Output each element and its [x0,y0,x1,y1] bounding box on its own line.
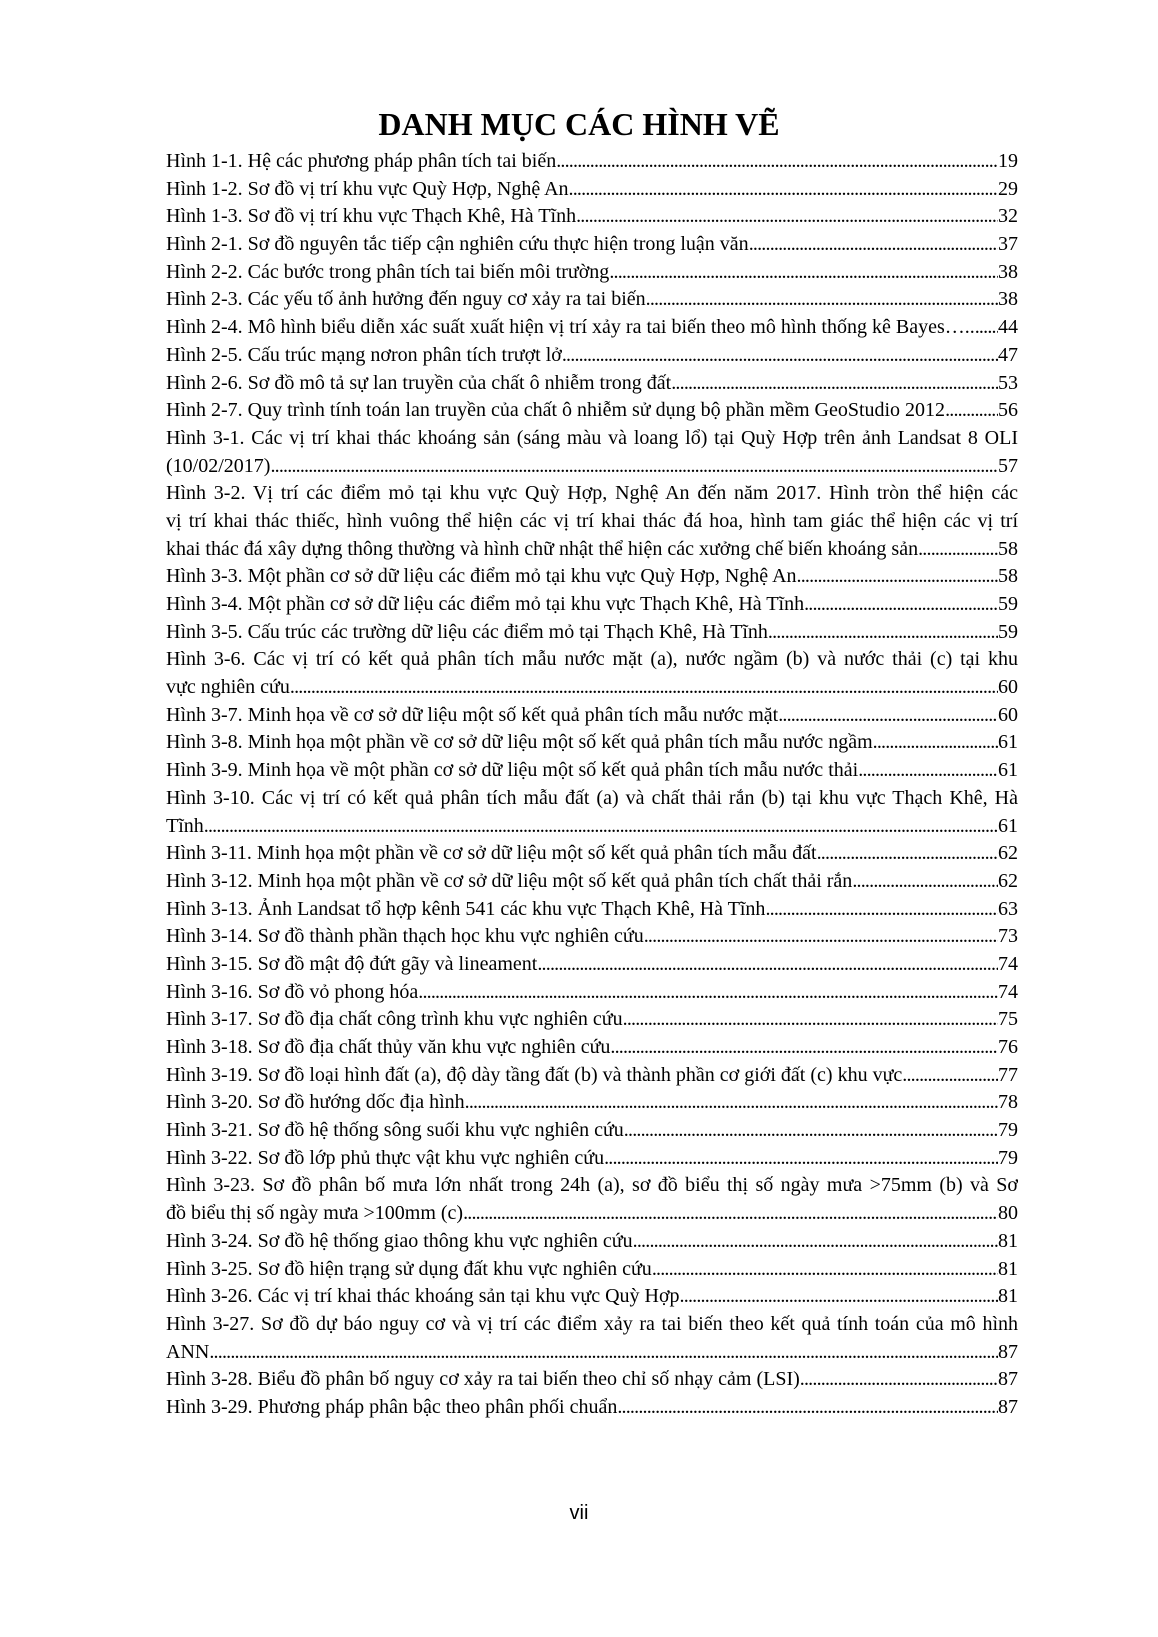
toc-page-number: 87 [998,1395,1018,1418]
dot-leader [418,979,998,1007]
dot-leader [797,563,998,591]
toc-page-number: 47 [998,343,1018,366]
dot-leader [804,591,998,619]
dot-leader [858,757,998,785]
toc-entry-text: Hình 1-1. Hệ các phương pháp phân tích tai biến [166,150,557,172]
toc-page-number: 38 [998,288,1018,311]
toc-entry-text: Hình 3-12. Minh họa một phần về cơ sở dữ liệu một số kết quả phân tích chất thải rắn [166,869,853,892]
toc-entry[interactable] [166,314,1018,342]
toc-entry[interactable] [166,1228,1018,1256]
toc-entry[interactable] [166,979,1018,1007]
toc-entry[interactable] [166,951,1018,979]
toc-page-number: 61 [998,731,1018,754]
dot-leader [576,203,998,231]
toc-entry[interactable] [166,286,1018,314]
toc-entry[interactable] [166,619,1018,647]
toc-entry[interactable] [166,397,1018,425]
toc-entry-text: Hình 2-1. Sơ đồ nguyên tắc tiếp cận nghiên cứu thực hiện trong luận văn [166,233,749,256]
toc-entry[interactable] [166,868,1018,896]
dot-leader [768,619,998,647]
toc-entry[interactable] [166,563,1018,591]
toc-entry-text: Hình 3-6. Các vị trí có kết quả phân tích mẫu nước mặt (a), nước ngầm (b) và nước thải (c) tại khu [166,648,1018,671]
toc-page-number: 56 [998,399,1018,422]
toc-page-number: 44 [998,316,1018,339]
toc-entry[interactable] [166,1256,1018,1284]
toc-page-number: 76 [998,1036,1018,1058]
toc-entry[interactable] [166,1062,1018,1090]
dot-leader [569,176,998,204]
toc-entry-text: Hình 3-25. Sơ đồ hiện trạng sử dụng đất khu vực nghiên cứu [166,1257,652,1280]
toc-entry[interactable] [166,176,1018,204]
toc-page-number: 37 [998,233,1018,256]
toc-entry-text: Hình 3-8. Minh họa một phần về cơ sở dữ liệu một số kết quả phân tích mẫu nước ngầm [166,731,873,754]
toc-entry-text: Hình 3-13. Ảnh Landsat tổ hợp kênh 541 các khu vực Thạch Khê, Hà Tĩnh [166,897,766,920]
toc-page-number: 62 [998,869,1018,892]
dot-leader [800,1366,998,1394]
toc-entry[interactable] [166,1394,1018,1422]
toc-entry-text: khai thác đá xây dựng thông thường và hình chữ nhật thể hiện các xưởng chế biến khoáng sản [166,537,919,560]
toc-entry-text: Hình 2-4. Mô hình biểu diễn xác suất xuất hiện vị trí xảy ra tai biến theo mô hình thống kê Bayes….. [166,316,975,339]
toc-entry[interactable] [166,646,1018,701]
toc-entry[interactable] [166,923,1018,951]
dot-leader [204,813,998,841]
page-number-footer: vii [569,1502,589,1524]
toc-entry-text: Hình 2-3. Các yếu tố ảnh hưởng đến nguy cơ xảy ra tai biến [166,288,646,311]
toc-page-number: 62 [998,842,1018,865]
dot-leader [918,536,998,564]
dot-leader [671,370,998,398]
toc-page-number: 80 [998,1202,1018,1225]
toc-page-number: 29 [998,177,1018,200]
dot-leader [609,259,998,287]
toc-entry-text: Tĩnh [166,814,204,837]
toc-page-number: 77 [998,1063,1018,1086]
toc-entry-text: Hình 3-14. Sơ đồ thành phần thạch học khu vực nghiên cứu [166,925,644,948]
toc-page-number: 73 [998,925,1018,948]
toc-entry[interactable] [166,840,1018,868]
dot-leader [209,1339,998,1367]
toc-entry[interactable] [166,370,1018,398]
dot-leader [465,1089,998,1117]
toc-entry[interactable] [166,1034,1018,1062]
toc-entry-text: Hình 3-19. Sơ đồ loại hình đất (a), độ dày tầng đất (b) và thành phần cơ giới đất (c) khu vực [166,1063,903,1086]
dot-leader [644,923,998,951]
dot-leader [749,231,998,259]
toc-entry-text: Hình 3-9. Minh họa về một phần cơ sở dữ liệu một số kết quả phân tích mẫu nước thải [166,759,859,782]
page-title: DANH MỤC CÁC HÌNH VẼ [378,106,780,142]
toc-entry-text: Hình 3-11. Minh họa một phần về cơ sở dữ liệu một số kết quả phân tích mẫu đất [166,842,817,865]
toc-entry[interactable] [166,231,1018,259]
toc-entry-text: vực nghiên cứu [166,676,290,699]
toc-entry-text: Hình 3-1. Các vị trí khai thác khoáng sản (sáng màu và loang lổ) tại Quỳ Hợp trên ảnh Landsat 8 OLI [166,426,1018,449]
toc-entry[interactable] [166,480,1018,563]
toc-entry-text: Hình 3-20. Sơ đồ hướng dốc địa hình [166,1091,465,1114]
dot-leader [975,314,998,342]
dot-leader [945,397,998,425]
toc-entry-text: Hình 3-15. Sơ đồ mật độ đứt gãy và lineament [166,952,538,975]
toc-entry[interactable] [166,729,1018,757]
toc-entry-text: Hình 1-2. Sơ đồ vị trí khu vực Quỳ Hợp, Nghệ An [166,177,569,200]
dot-leader [902,1062,998,1090]
dot-leader [765,896,998,924]
toc-entry[interactable] [166,1311,1018,1366]
toc-entry-text: Hình 3-18. Sơ đồ địa chất thủy văn khu vực nghiên cứu [166,1036,611,1058]
toc-entry[interactable] [166,591,1018,619]
toc-page-number: 19 [998,150,1018,172]
toc-page-number: 53 [998,371,1018,394]
toc-entry-text: vị trí khai thác thiếc, hình vuông thể hiện các vị trí khai thác đá hoa, hình tam giác thể hiện các vị trí [166,509,1018,532]
toc-entry-text: Hình 3-2. Vị trí các điểm mỏ tại khu vực Quỳ Hợp, Nghệ An đến năm 2017. Hình tròn thể hiện các [166,482,1018,505]
toc-entry[interactable] [166,1006,1018,1034]
toc-entry[interactable] [166,259,1018,287]
toc-entry-text: Hình 3-7. Minh họa về cơ sở dữ liệu một số kết quả phân tích mẫu nước mặt [166,703,779,726]
toc-page-number: 61 [998,814,1018,837]
dot-leader [873,729,998,757]
dot-leader [604,1145,998,1173]
toc-entry[interactable] [166,757,1018,785]
toc-page-number: 57 [998,454,1018,477]
dot-leader [270,453,998,481]
dot-leader [652,1256,998,1284]
dot-leader [562,342,998,370]
toc-page-number: 63 [998,897,1018,920]
toc-entry-text: Hình 1-3. Sơ đồ vị trí khu vực Thạch Khê, Hà Tĩnh [166,205,577,228]
toc-entry-text: Hình 3-17. Sơ đồ địa chất công trình khu vực nghiên cứu [166,1008,623,1031]
toc-entry-text: Hình 2-5. Cấu trúc mạng nơron phân tích trượt lở [166,343,562,366]
toc-entry-text: Hình 3-26. Các vị trí khai thác khoáng sản tại khu vực Quỳ Hợp [166,1285,680,1308]
toc-page-number: 59 [998,593,1018,615]
toc-entry[interactable] [166,425,1018,480]
toc-entry-text: Hình 3-21. Sơ đồ hệ thống sông suối khu vực nghiên cứu [166,1119,624,1142]
toc-page-number: 81 [998,1257,1018,1280]
dot-leader [852,868,998,896]
toc-page-number: 60 [998,676,1018,699]
toc-entry-text: Hình 3-16. Sơ đồ vỏ phong hóa [166,980,419,1003]
toc-page-number: 74 [998,952,1018,975]
dot-leader [680,1283,998,1311]
toc-page-number: 79 [998,1119,1018,1142]
toc-entry-text: Hình 2-2. Các bước trong phân tích tai biến môi trường [166,260,610,283]
toc-page-number: 74 [998,980,1018,1003]
toc-entry-text: Hình 3-29. Phương pháp phân bậc theo phân phối chuẩn [166,1395,618,1418]
toc-page-number: 75 [998,1008,1018,1031]
toc-entry-text: Hình 3-24. Sơ đồ hệ thống giao thông khu vực nghiên cứu [166,1229,633,1252]
toc-entry-text: Hình 3-5. Cấu trúc các trường dữ liệu các điểm mỏ tại Thạch Khê, Hà Tĩnh [166,620,768,643]
toc-page-number: 32 [998,205,1018,228]
dot-leader [617,1394,998,1422]
dot-leader [624,1117,998,1145]
toc-page-number: 60 [998,703,1018,726]
dot-leader [290,674,998,702]
toc-entry-text: Hình 3-22. Sơ đồ lớp phủ thực vật khu vực nghiên cứu [166,1146,605,1169]
toc-page-number: 58 [998,565,1018,588]
toc-entry-text: đồ biểu thị số ngày mưa >100mm (c) [166,1202,464,1225]
dot-leader [556,148,998,176]
toc-entry-text: Hình 3-3. Một phần cơ sở dữ liệu các điểm mỏ tại khu vực Quỳ Hợp, Nghệ An [166,565,797,588]
toc-entry-text: Hình 3-27. Sơ đồ dự báo nguy cơ và vị trí các điểm xảy ra tai biến theo kết quả tính toán của mô hình [166,1312,1018,1335]
toc-entry[interactable] [166,1089,1018,1117]
toc-entry[interactable] [166,203,1018,231]
figure-list [166,148,1018,1422]
toc-entry-text: Hình 3-23. Sơ đồ phân bố mưa lớn nhất trong 24h (a), sơ đồ biểu thị số ngày mưa >75mm (b) và Sơ [166,1174,1018,1197]
dot-leader [817,840,998,868]
toc-entry[interactable] [166,1366,1018,1394]
toc-page-number: 58 [998,537,1018,560]
dot-leader [646,286,998,314]
dot-leader [537,951,998,979]
toc-entry-text: Hình 2-7. Quy trình tính toán lan truyền của chất ô nhiễm sử dụng bộ phần mềm GeoStudio 2012 [166,399,946,422]
toc-page-number: 59 [998,620,1018,643]
toc-entry[interactable] [166,702,1018,730]
dot-leader [610,1034,998,1062]
dot-leader [778,702,998,730]
toc-entry[interactable] [166,1172,1018,1227]
toc-entry[interactable] [166,342,1018,370]
dot-leader [463,1200,998,1228]
toc-entry[interactable] [166,896,1018,924]
toc-entry[interactable] [166,1283,1018,1311]
toc-entry-text: Hình 3-10. Các vị trí có kết quả phân tích mẫu đất (a) và chất thải rắn (b) tại khu vực Thạch Khê, Hà [166,786,1018,809]
toc-page-number: 81 [998,1229,1018,1252]
toc-page-number: 61 [998,759,1018,782]
toc-page-number: 87 [998,1368,1018,1391]
toc-entry-text: ANN [166,1340,210,1363]
toc-entry-text: (10/02/2017) [166,454,271,477]
toc-entry-text: Hình 3-28. Biểu đồ phân bố nguy cơ xảy ra tai biến theo chỉ số nhạy cảm (LSI) [166,1368,800,1391]
toc-entry-text: Hình 2-6. Sơ đồ mô tả sự lan truyền của chất ô nhiễm trong đất [166,371,672,394]
toc-entry-text: Hình 3-4. Một phần cơ sở dữ liệu các điểm mỏ tại khu vực Thạch Khê, Hà Tĩnh [166,593,805,615]
toc-entry[interactable] [166,1117,1018,1145]
toc-page-number: 79 [998,1146,1018,1169]
toc-page-number: 38 [998,260,1018,283]
toc-page-number: 78 [998,1091,1018,1114]
toc-entry[interactable] [166,1145,1018,1173]
toc-entry[interactable] [166,148,1018,176]
toc-page-number: 87 [998,1340,1018,1363]
toc-entry[interactable] [166,785,1018,840]
dot-leader [633,1228,998,1256]
dot-leader [623,1006,998,1034]
toc-page-number: 81 [998,1285,1018,1308]
